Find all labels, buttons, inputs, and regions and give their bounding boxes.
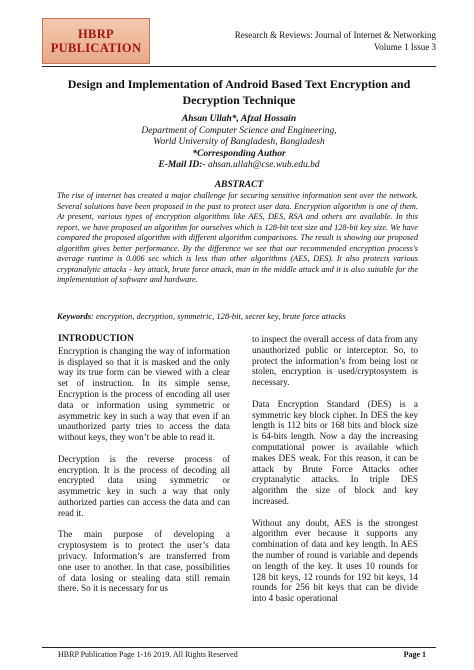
email-label: E-Mail ID:- [158,160,206,170]
abstract-text: The rise of internet has created a major challenge for securing sensitive information sent over the network. Several solutions have been proposed in the past to protect user data. Encryption algorithm is one of them. At present, various types of encryption algorithms like AES, DES, RSA and others are available. In this report, we have proposed an algorithm for ourselves which is 128-bit text size and 128-bit key size. We have compared the proposed algorithm with different algorithm comparisons. The result is showing our proposed algorithm gives better performance. By the difference we see that our recommended encryption process's average runtime is 0.006 sec which is less than other algorithms (AES, DES). It also protects various cryptanalytic attacks - key attack, brute force attack, man in the middle attack and it is also suitable for the implementation of software and hardware. [57,191,418,284]
footer-copyright: HBRP Publication Page 1-16 2019. All Rights Reserved [58,650,238,659]
keywords-text: : encryption, decryption, symmetric, 128-bit, secret key, brute force attacks [91,311,346,321]
section-heading-introduction: INTRODUCTION [58,334,135,344]
affiliation-dept: Department of Computer Science and Engineering, [141,125,337,136]
paragraph: The main purpose of developing a cryptosystem is to protect the user’s data privacy. Information’s are transferred from one user to another. In that case, possibilities of data losing or stealing data still remain there. So it is necessary for us [58,529,230,594]
paragraph: Decryption is the reverse process of encryption. It is the process of decoding all encrypted data using symmetric or asymmetric key in such a way that only authorized parties can access the data and can read it. [58,453,230,518]
logo-line-2: PUBLICATION [50,41,142,55]
logo-line-1: HBRP [78,27,114,41]
paragraph: Encryption is changing the way of information is displayed so that it is masked and the only way its true form can be viewed with a clear set of instruction. In its simple sense, Encryption is the process of encoding all user data or information using symmetric or asymmetric key in such a way that even if an unauthorized party tries to access the data without keys, they won’t be able to read it. [58,345,230,443]
journal-name: Research & Reviews: Journal of Internet & Networking [234,30,436,40]
author-names: Ahsan Ullah*, Afzal Hossain [181,114,297,124]
paragraph: Data Encryption Standard (DES) is a symmetric key block cipher. In DES the key length is 112 bits or 168 bits and block size is 64-bits length. Now a day the increasing computational power is available which makes DES weak. For this reason, it can be attack by Brute Force Attacks other cryptanalytic attacks. In triple DES algorithm the size of block and key increased. [252,398,418,506]
keywords-label: Keywords [57,311,91,321]
paper-title: Design and Implementation of Android Based Text Encryption and Decryption Technique [67,77,411,107]
email-line [40,160,438,172]
footer-page-number: Page 1 [403,650,426,659]
publisher-logo [42,18,150,64]
journal-volume: Volume 1 Issue 3 [373,42,436,52]
footer-divider [42,647,436,648]
header-divider [42,66,436,67]
author-block [40,114,438,172]
paragraph: to inspect the overall access of data from any unauthorized public or interceptor. So, to protect the information’s from being lost or stolen, encryption is used/cryptosystem is necessary. [252,334,418,388]
journal-header [235,29,436,53]
left-column [58,334,230,605]
affiliation-university: World University of Bangladesh, Bangladesh [153,137,325,147]
corresponding-author: *Corresponding Author [192,148,286,159]
abstract-heading: ABSTRACT [214,180,264,190]
email-address[interactable]: ahsan.ullah@cse.wub.edu.bd [205,160,320,170]
keywords-line [57,311,418,322]
right-column [252,334,418,615]
paragraph: Without any doubt, AES is the strongest algorithm ever because it supports any combination of data and key length. In AES the number of round is variable and depends on length of the key. It uses 10 rounds for 128 bit keys, 12 rounds for 192 bit keys, 14 rounds for 256 bit keys that can be divide into 4 basic operational [252,517,418,604]
